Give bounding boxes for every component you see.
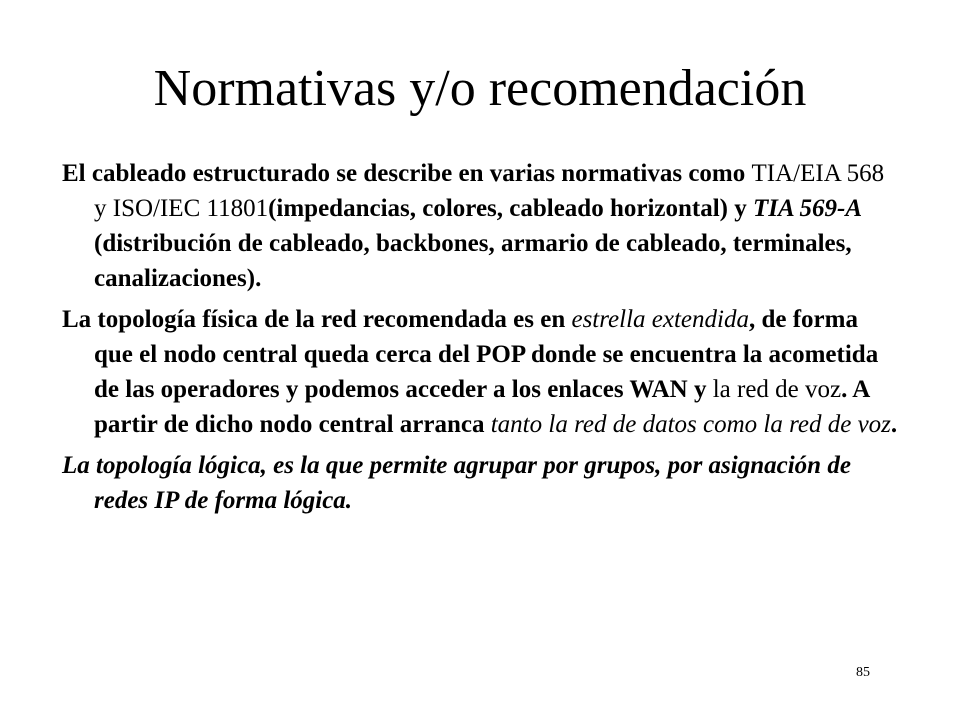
paragraph-topologia-logica [62,448,900,518]
slide-title: Normativas y/o recomendación [153,60,807,117]
paragraph-topologia-fisica [62,302,900,442]
text-segment: (impedancias, colores, cableado horizontal) y [268,195,754,222]
slide-number: 85 [856,665,870,680]
text-segment: la red de voz [712,376,842,403]
paragraph-normativas [62,156,900,296]
text-segment: tanto la red de datos como la red de voz [490,411,891,438]
text-segment: La topología lógica, es la que permite agrupar por grupos, por asignación de redes IP de forma lógica. [62,452,851,514]
text-segment: TIA 569-A [753,195,863,222]
text-segment: estrella extendida [571,306,749,333]
slide-body [62,156,900,524]
text-segment: La topología física de la red recomendada es en [62,306,572,333]
text-segment: TIA/EIA 568 y ISO/IEC 11801 [94,160,885,222]
text-segment: . [890,411,898,438]
text-segment: (distribución de cableado, backbones, armario de cableado, terminales, canalizaciones). [94,230,852,292]
text-segment: El cableado estructurado se describe en varias normativas como [62,160,752,187]
text-segment: . A partir de dicho nodo central arranca [94,376,869,438]
text-segment: , de forma que el nodo central queda cerca del POP donde se encuentra la acometida de las operadores y podemos acceder a los enlaces WAN y [94,306,879,403]
